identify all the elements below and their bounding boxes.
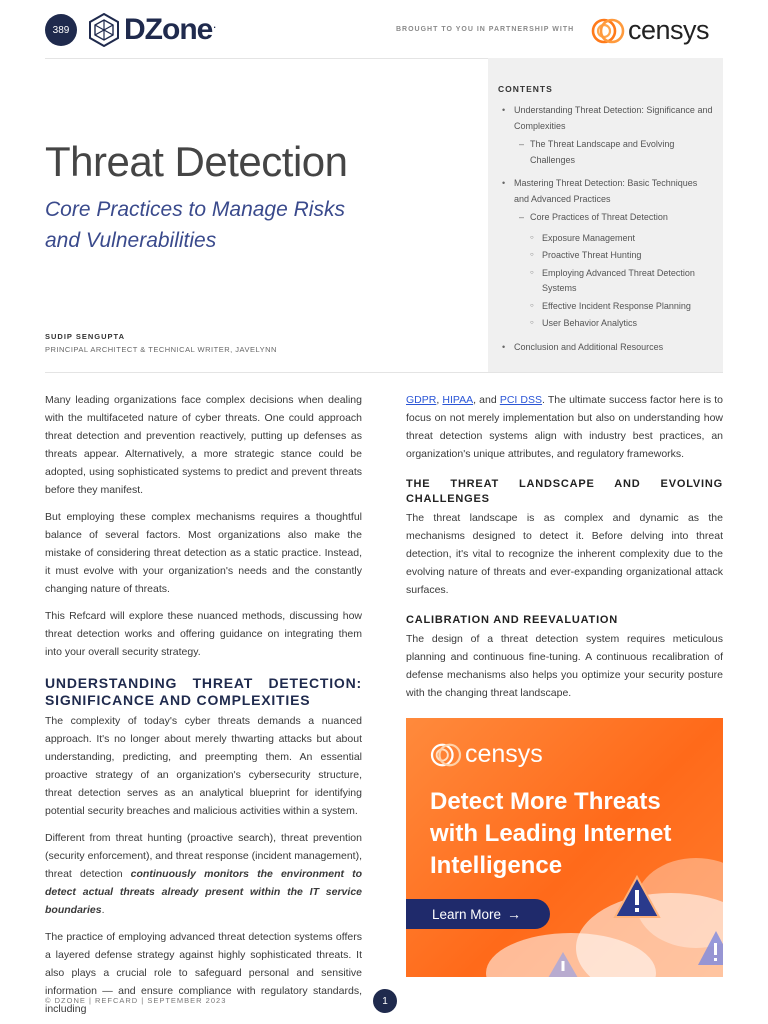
paragraph: But employing these complex mechanisms requires a thoughtful balance of several factors. Most organizations also make the mistake of considering threat detection as a static practice. Instead, it must evolve with your organization's needs and the constantly changing nature of threats. [45,511,362,595]
ad-censys-logo [430,740,543,769]
toc-item[interactable]: ○ Exposure Management [498,231,713,247]
censys-advertisement[interactable] [406,718,723,977]
subsection-heading: THE THREAT LANDSCAPE AND EVOLVING CHALLENGES [406,478,723,505]
toc-item[interactable]: ○ User Behavior Analytics [498,316,713,332]
learn-more-label: Learn More [432,906,502,922]
toc-item[interactable]: • Mastering Threat Detection: Basic Techniques and Advanced Practices [498,176,713,207]
issue-number-badge: 389 [45,14,77,46]
censys-rings-icon [430,741,462,769]
ad-headline: Detect More Threats with Leading Internet Intelligence [430,788,672,879]
toc-item[interactable]: – Core Practices of Threat Detection [498,210,713,226]
toc-item[interactable]: • Conclusion and Additional Resources [498,340,713,356]
toc-item[interactable]: • Understanding Threat Detection: Significance and Complexities [498,103,713,134]
arrow-right-icon: → [507,906,522,922]
toc-item[interactable]: ○ Employing Advanced Threat Detection Systems [498,266,713,297]
paragraph: The design of a threat detection system requires meticulous planning and continuous fine-tuning. A continuous recalibration of defense mechanisms also helps you optimize your security posture with the changing threat landscape. [406,633,723,699]
paragraph: The complexity of today's cyber threats demands a nuanced approach. It's no longer about merely thwarting attacks but about understanding, predicting, and preempting them. An essential proactive strategy of an organization's cybersecurity structure, threat detection serves as an analytical blueprint for identifying potential security breaches and malicious activities within a system. [45,715,362,817]
dzone-wordmark: DZone. [124,13,215,46]
gdpr-link[interactable]: GDPR [406,394,437,406]
toc-item[interactable]: – The Threat Landscape and Evolving Challenges [498,137,713,168]
section-divider [45,372,723,373]
censys-logo[interactable] [591,15,709,46]
warning-icon [694,928,723,968]
dzone-hex-icon [88,13,120,47]
contents-heading: CONTENTS [498,84,553,94]
toc-item[interactable]: ○ Effective Incident Response Planning [498,299,713,315]
paragraph: The threat landscape is as complex and dynamic as the mechanisms designed to detect it. Before delving into threat detection, it's vital to recognize the inherent complexity due to the evolving nature of threats and ever-expanding organizational attack surfaces. [406,512,723,596]
emphasis-text: continuously monitors the environment to detect actual threats already present within the IT service boundaries [45,868,362,916]
left-column [45,391,362,1024]
author-name: SUDIP SENGUPTA [45,332,125,341]
page-header [0,0,768,58]
page-number-badge: 1 [373,989,397,1013]
paragraph: The practice of employing advanced threat detection systems offers a layered defense strategy against highly sophisticated threats. It also plays a crucial role to safeguard personal and sensitive information — and ensure compliance with regulatory standards, including [45,931,362,1015]
document-subtitle: Core Practices to Manage Risks and Vulnerabilities [45,198,345,252]
ad-censys-wordmark: censys [465,740,543,768]
hipaa-link[interactable]: HIPAA [442,394,474,406]
document-title: Threat Detection [45,138,348,185]
pci-dss-link[interactable]: PCI DSS [499,394,543,406]
toc-item[interactable]: ○ Proactive Threat Hunting [498,248,713,264]
right-column [406,391,723,711]
paragraph: Many leading organizations face complex decisions when dealing with the multifaceted nature of cyber threats. One could approach threat detection and prevention reactively, putting up defenses as threats appear. Alternatively, a more strategic stance could be adopted, using sophisticated systems to predict and prevent threats before they manifest. [45,394,362,496]
censys-wordmark: censys [628,15,710,45]
dzone-logo[interactable] [88,12,215,48]
subsection-heading: CALIBRATION AND REEVALUATION [406,614,619,626]
paragraph: GDPR, HIPAA, and PCI DSS. The ultimate success factor here is to focus on not merely implementation but also on understanding how threat detection systems align with industry best practices, an organization's unique attributes, and regulatory frameworks. [406,394,723,460]
learn-more-button[interactable] [406,899,550,929]
warning-icon [612,874,662,920]
footer-text: © DZONE | REFCARD | SEPTEMBER 2023 [45,996,227,1005]
paragraph: Different from threat hunting (proactive search), threat prevention (security enforcement), and threat response (incident management), threat detection continuously monitors the environment to detect actual threats already present within the IT service boundaries. [45,832,362,916]
section-heading: UNDERSTANDING THREAT DETECTION: SIGNIFICANCE AND COMPLEXITIES [45,675,362,708]
warning-icon [546,950,580,977]
paragraph: This Refcard will explore these nuanced methods, discussing how threat detection works and offering guidance on integrating them into your overall security strategy. [45,610,362,658]
partnership-label: BROUGHT TO YOU IN PARTNERSHIP WITH [396,26,575,33]
censys-rings-icon [591,16,625,46]
author-role: PRINCIPAL ARCHITECT & TECHNICAL WRITER, JAVELYNN [45,345,277,354]
table-of-contents [488,58,723,372]
